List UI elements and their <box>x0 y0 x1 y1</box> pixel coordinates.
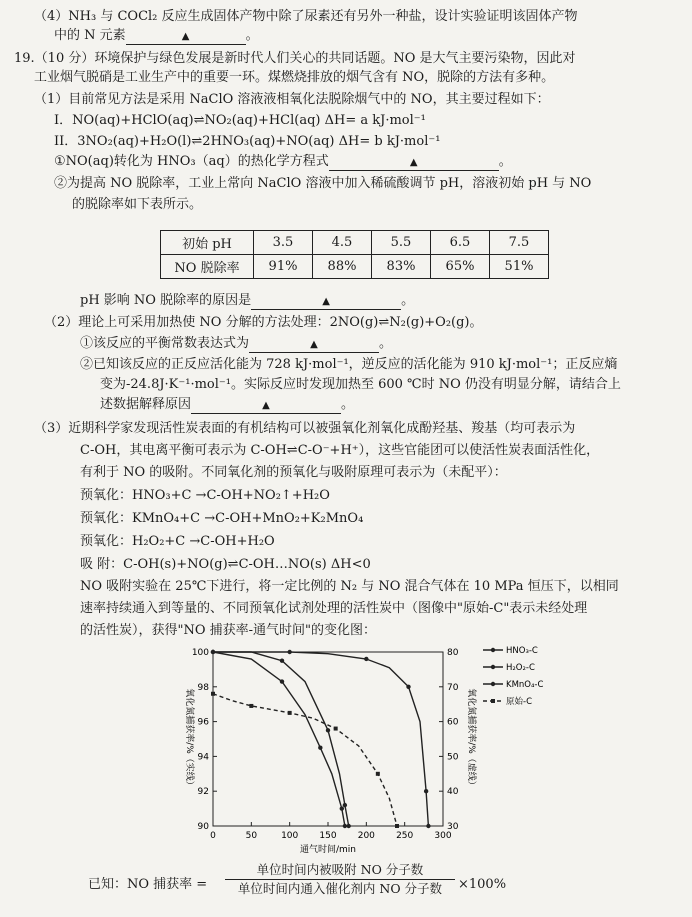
q19-1-b-line2: 的脱除率如下表所示。 <box>72 197 203 212</box>
table-cell: 6.5 <box>431 231 490 255</box>
y-left-tick-label: 90 <box>197 822 209 832</box>
y-left-tick-label: 92 <box>197 787 209 798</box>
data-point <box>287 650 291 654</box>
legend-marker <box>491 699 495 703</box>
y-left-tick-label: 96 <box>197 717 209 728</box>
data-point <box>280 659 284 663</box>
legend-marker <box>491 648 495 652</box>
legend-label: HNO₃-C <box>506 646 538 656</box>
x-tick-label: 50 <box>245 831 258 841</box>
fraction-bar <box>225 879 455 880</box>
q19-part3-line6: 的活性炭），获得"NO 捕获率-通气时间"的变化图： <box>80 623 377 638</box>
data-point <box>318 746 322 750</box>
data-point <box>406 685 410 689</box>
table-cell: 91% <box>254 255 313 279</box>
data-point <box>340 806 344 810</box>
table-row <box>161 231 549 255</box>
data-point <box>334 727 338 731</box>
data-point <box>343 824 347 828</box>
q19-part2: （2）理论上可采用加热使 NO 分解的方法处理：2NO(g)⇌N₂(g)+O₂(g)。 <box>44 315 483 330</box>
q19-header: 19.（10 分）环境保护与绿色发展是新时代人们关心的共同话题。NO 是大气主要污染物，因此对 <box>14 51 576 66</box>
ph-table <box>160 230 549 279</box>
capture-fraction <box>225 862 455 897</box>
q19-2-b-line1: ②已知该反应的正反应活化能为 728 kJ·mol⁻¹，逆反应的活化能为 910 kJ·mol⁻¹；正反应熵 <box>80 357 618 372</box>
data-point <box>211 692 215 696</box>
known-label: 已知：NO 捕获率 = <box>88 877 208 892</box>
q19-1-a: ①NO(aq)转化为 HNO₃（aq）的热化学方程式 ▲ 。 <box>54 154 512 169</box>
q19-part3-line1: （3）近期科学家发现活性炭表面的有机结构可以被强氧化剂氧化成酚羟基、羧基（均可表示为 <box>34 421 576 436</box>
y-left-tick-label: 98 <box>197 682 209 693</box>
q18-part4-line1: （4）NH₃ 与 COCl₂ 反应生成固体产物中除了尿素还有另外一种盐，设计实验证明该固体产物 <box>34 9 578 24</box>
table-cell: 7.5 <box>490 231 549 255</box>
q19-part3-line2: C-OH，其电离平衡可表示为 C-OH⇌C-O⁻+H⁺），这些官能团可以使活性炭表面活性化， <box>80 443 600 458</box>
chart-marks <box>211 650 431 828</box>
legend-marker <box>491 682 495 686</box>
chart-legend <box>483 646 543 707</box>
table-header-cell: NO 脱除率 <box>161 255 254 279</box>
fraction-denominator: 单位时间内通入催化剂内 NO 分子数 <box>237 881 443 896</box>
series-line <box>213 652 349 826</box>
data-point <box>376 772 380 776</box>
q19-2-b-line2: 变为-24.8J·K⁻¹·mol⁻¹。实际反应时发现加热至 600 ℃时 NO 仍没有明显分解，请结合上 <box>100 377 621 392</box>
q19-2-a-text: ①该反应的平衡常数表达式为 <box>80 336 250 351</box>
capture-rate-chart <box>160 640 544 855</box>
table-cell: 4.5 <box>313 231 372 255</box>
answer-blank[interactable]: ▲ <box>126 29 246 45</box>
q19-1-c: pH 影响 NO 脱除率的原因是 ▲ 。 <box>80 293 415 308</box>
q19-intro: 工业烟气脱硝是工业生产中的重要一环。煤燃烧排放的烟气含有 NO，脱除的方法有多种。 <box>34 70 555 85</box>
q19-2-b-text: 述数据解释原因 <box>100 397 192 412</box>
reaction-2: 预氧化：KMnO₄+C →C-OH+MnO₂+K₂MnO₄ <box>80 511 364 526</box>
q18-part4-line2: 中的 N 元素 ▲ 。 <box>54 28 259 43</box>
y-right-tick-label: 80 <box>447 648 459 658</box>
table-cell: 65% <box>431 255 490 279</box>
q19-part1: （1）目前常见方法是采用 NaClO 溶液液相氧化法脱除烟气中的 NO，其主要过程如下： <box>34 92 550 107</box>
reaction-4: 吸 附：C-OH(s)+NO(g)⇌C-OH…NO(s) ΔH<0 <box>80 557 371 572</box>
q19-1-b-line1: ②为提高 NO 脱除率，工业上常向 NaClO 溶液中加入稀硫酸调节 pH，溶液初始 pH 与 NO <box>54 176 592 191</box>
answer-blank[interactable]: ▲ <box>329 155 499 171</box>
data-point <box>326 728 330 732</box>
data-point <box>280 679 284 683</box>
data-point <box>364 657 368 661</box>
q19-1-a-text: ①NO(aq)转化为 HNO₃（aq）的热化学方程式 <box>54 154 329 169</box>
x-tick-label: 150 <box>319 831 337 841</box>
table-row <box>161 255 549 279</box>
table-cell: 88% <box>313 255 372 279</box>
y-left-tick-label: 100 <box>191 648 209 658</box>
x-axis-label: 通气时间/min <box>299 845 357 855</box>
answer-blank[interactable]: ▲ <box>249 337 379 353</box>
data-point <box>288 711 292 715</box>
equation-2: II．3NO₂(aq)+H₂O(l)⇌2HNO₃(aq)+NO(aq) ΔH= b kJ·mol⁻¹ <box>54 134 441 149</box>
q19-part3-line4: NO 吸附实验在 25℃下进行，将一定比例的 N₂ 与 NO 混合气体在 10 MPa 恒压下，以相同 <box>80 579 619 594</box>
x-tick-label: 200 <box>357 831 375 841</box>
data-point <box>426 824 430 828</box>
data-point <box>395 824 399 828</box>
legend-marker <box>491 665 495 669</box>
y-right-axis-label: 氧化氮捕获率/%（虚线） <box>466 688 476 790</box>
q19-2-a: ①该反应的平衡常数表达式为 ▲ 。 <box>80 336 393 351</box>
table-cell: 83% <box>372 255 431 279</box>
data-point <box>424 789 428 793</box>
y-right-tick-label: 60 <box>447 717 459 728</box>
legend-label: H₂O₂-C <box>506 663 535 673</box>
series-line <box>213 652 428 826</box>
x-tick-label: 0 <box>210 831 216 841</box>
data-point <box>347 824 351 828</box>
series-line <box>213 652 345 826</box>
legend-label: 原始-C <box>506 697 533 707</box>
fraction-numerator: 单位时间内被吸附 NO 分子数 <box>256 862 424 877</box>
data-point <box>343 803 347 807</box>
table-cell: 51% <box>490 255 549 279</box>
x-tick-label: 250 <box>396 831 414 841</box>
q19-part3-line3: 有利于 NO 的吸附。不同氧化剂的预氧化与吸附原理可表示为（未配平）： <box>80 465 507 480</box>
answer-blank[interactable]: ▲ <box>191 398 341 414</box>
q19-part3-line5: 速率持续通入到等量的、不同预氧化试剂处理的活性炭中（图像中"原始-C"表示未经处理 <box>80 601 588 616</box>
plot-frame <box>213 652 443 826</box>
table-header-cell: 初始 pH <box>161 231 254 255</box>
q19-2-b-line3: 述数据解释原因 ▲ 。 <box>100 397 355 412</box>
q19-1-c-text: pH 影响 NO 脱除率的原因是 <box>80 293 252 308</box>
y-right-tick-label: 40 <box>447 787 459 798</box>
reaction-3: 预氧化：H₂O₂+C →C-OH+H₂O <box>80 534 275 549</box>
data-point <box>249 704 253 708</box>
data-point <box>211 650 215 654</box>
y-right-tick-label: 70 <box>447 682 459 693</box>
legend-label: KMnO₄-C <box>506 680 544 690</box>
table-cell: 5.5 <box>372 231 431 255</box>
equation-1: I．NO(aq)+HClO(aq)⇌NO₂(aq)+HCl(aq) ΔH= a kJ·mol⁻¹ <box>54 113 426 128</box>
x-tick-label: 100 <box>281 831 299 841</box>
y-left-tick-label: 94 <box>197 752 209 763</box>
x-tick-label: 300 <box>434 831 452 841</box>
table-cell: 3.5 <box>254 231 313 255</box>
y-right-tick-label: 50 <box>447 752 459 763</box>
reaction-1: 预氧化：HNO₃+C →C-OH+NO₂↑+H₂O <box>80 488 330 503</box>
times-100: ×100% <box>458 877 507 892</box>
answer-blank[interactable]: ▲ <box>251 294 401 310</box>
q18-part4-text: 中的 N 元素 <box>54 28 126 43</box>
chart-axes <box>184 648 478 855</box>
y-left-axis-label: 氧化氮捕获率/%（实线） <box>184 688 194 790</box>
y-right-tick-label: 30 <box>447 822 459 832</box>
